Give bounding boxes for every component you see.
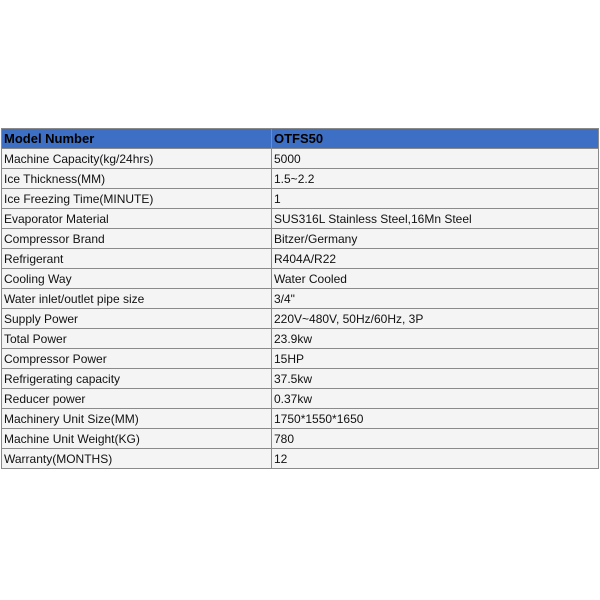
spec-value: 1.5~2.2 — [272, 169, 599, 189]
spec-label: Machine Unit Weight(KG) — [2, 429, 272, 449]
table-row — [2, 149, 599, 169]
spec-value: 780 — [272, 429, 599, 449]
spec-label: Refrigerating capacity — [2, 369, 272, 389]
spec-label: Machinery Unit Size(MM) — [2, 409, 272, 429]
table-row — [2, 249, 599, 269]
header-label: Model Number — [2, 129, 272, 149]
spec-table-header — [2, 129, 599, 149]
spec-value: 5000 — [272, 149, 599, 169]
spec-label: Water inlet/outlet pipe size — [2, 289, 272, 309]
spec-label: Total Power — [2, 329, 272, 349]
spec-value: 3/4" — [272, 289, 599, 309]
table-row — [2, 229, 599, 249]
table-row — [2, 309, 599, 329]
header-value: OTFS50 — [272, 129, 599, 149]
spec-value: 23.9kw — [272, 329, 599, 349]
spec-value: Bitzer/Germany — [272, 229, 599, 249]
table-row — [2, 349, 599, 369]
table-row — [2, 329, 599, 349]
spec-label: Ice Thickness(MM) — [2, 169, 272, 189]
spec-label: Warranty(MONTHS) — [2, 449, 272, 469]
table-row — [2, 189, 599, 209]
table-row — [2, 429, 599, 449]
spec-value: R404A/R22 — [272, 249, 599, 269]
spec-label: Compressor Power — [2, 349, 272, 369]
table-row — [2, 269, 599, 289]
spec-label: Machine Capacity(kg/24hrs) — [2, 149, 272, 169]
spec-table-body — [2, 149, 599, 469]
spec-label: Reducer power — [2, 389, 272, 409]
header-row — [2, 129, 599, 149]
spec-label: Compressor Brand — [2, 229, 272, 249]
spec-value: 12 — [272, 449, 599, 469]
spec-value: 0.37kw — [272, 389, 599, 409]
spec-label: Ice Freezing Time(MINUTE) — [2, 189, 272, 209]
spec-table — [1, 128, 599, 469]
table-row — [2, 389, 599, 409]
spec-value: 15HP — [272, 349, 599, 369]
spec-label: Supply Power — [2, 309, 272, 329]
spec-value: 220V~480V, 50Hz/60Hz, 3P — [272, 309, 599, 329]
spec-label: Evaporator Material — [2, 209, 272, 229]
table-row — [2, 369, 599, 389]
spec-label: Cooling Way — [2, 269, 272, 289]
table-row — [2, 169, 599, 189]
spec-value: Water Cooled — [272, 269, 599, 289]
spec-value: 1 — [272, 189, 599, 209]
table-row — [2, 209, 599, 229]
spec-value: SUS316L Stainless Steel,16Mn Steel — [272, 209, 599, 229]
spec-value: 1750*1550*1650 — [272, 409, 599, 429]
table-row — [2, 289, 599, 309]
table-row — [2, 409, 599, 429]
spec-value: 37.5kw — [272, 369, 599, 389]
table-row — [2, 449, 599, 469]
spec-label: Refrigerant — [2, 249, 272, 269]
